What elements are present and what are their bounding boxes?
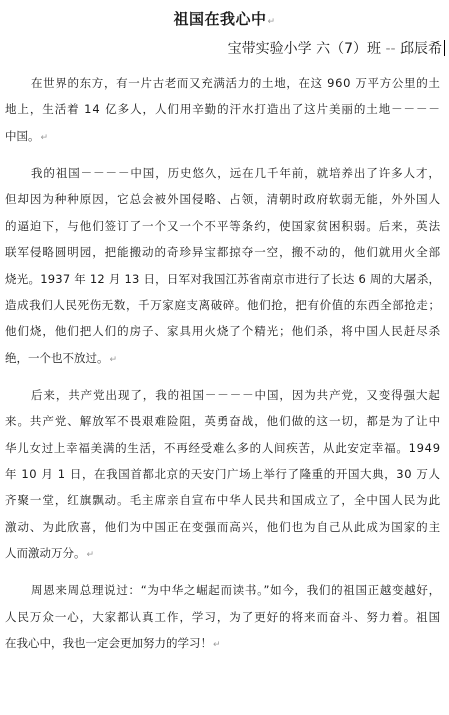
line-text: 联军侵略圆明园，把能搬动的奇珍异宝都掠夺一空，搬不动的，他们就用火全部 (5, 245, 442, 260)
line-text: 激动、为此欣喜，他们为中国正在变强而高兴，他们也为自己从此成为国家的主 (5, 519, 442, 534)
paragraph-2-line (5, 350, 117, 366)
byline (228, 38, 445, 58)
paragraph-3-line (5, 466, 441, 482)
line-text: 我的祖国－－－－中国，历史悠久，远在几千年前，就培养出了许多人才， (31, 165, 441, 180)
line-text: 在世界的东方，有一片古老而又充满活力的土地，在这 960 万平方公里的土 (31, 76, 441, 90)
line-text: 造成我们人民死伤无数，千万家庭支离破碎。他们抢，把有价值的东西全部抢走； (5, 297, 441, 312)
paragraph-1-line (5, 101, 441, 117)
line-text: 地上，生活着 14 亿多人，人们用辛勤的汗水打造出了这片美丽的土地－－－－ (5, 102, 441, 117)
paragraph-4-line (5, 609, 441, 625)
line-text: 烧光。1937 年 12 月 13 日，日军对我国江苏省南京市进行了长达 6 周的大屠杀， (5, 271, 441, 286)
byline-author: 邱辰希 (400, 41, 442, 57)
document-title (0, 8, 449, 29)
line-text: 他们烧，他们把人们的房子、家具用火烧了个精光；他们杀，将中国人民赶尽杀 (5, 324, 442, 339)
line-text: 在我心中，我也一定会更加努力的学习！ (5, 636, 212, 651)
paragraph-mark-icon: ↵ (109, 354, 118, 365)
line-text: 绝，一个也不放过。 (5, 350, 109, 365)
paragraph-1-line (31, 75, 441, 91)
line-text: 人而激动万分。 (5, 546, 86, 561)
line-text: 年 10 月 1 日，在我国首都北京的天安门广场上举行了隆重的开国大典，30 万人 (5, 467, 441, 481)
paragraph-mark-icon: ↵ (267, 17, 276, 27)
line-text: 的逼迫下，与他们签订了一个又一个不平等条约，使国家贫困积弱。后来，英法 (5, 218, 442, 233)
line-text: 中国。 (5, 128, 40, 143)
paragraph-3-line (5, 519, 441, 535)
line-text: 周恩来周总理说过：“为中华之崛起而读书。”如今，我们的祖国正越变越好， (31, 583, 441, 598)
byline-separator: -- (385, 41, 396, 57)
paragraph-2-line (5, 271, 440, 287)
paragraph-2-line (5, 297, 441, 313)
paragraph-2-line (31, 165, 441, 181)
paragraph-mark-icon: ↵ (40, 132, 49, 143)
line-text: 人民万众一心，大家都认真工作，学习，为了更好的将来而奋斗、努力着。祖国 (5, 609, 442, 624)
paragraph-mark-icon: ↵ (213, 640, 221, 651)
paragraph-2-line (5, 244, 441, 260)
byline-school: 宝带实验小学 六（7）班 (227, 41, 381, 57)
line-text: 齐聚一堂，红旗飘动。毛主席亲自宣布中华人民共和国成立了，全中国人民为此 (5, 493, 442, 508)
paragraph-4-line (31, 582, 441, 598)
paragraph-3-line (5, 545, 94, 561)
paragraph-1-line (5, 128, 48, 144)
line-text: 华儿女过上幸福美满的生活，不再经受难么多的人间疾苦，从此安定幸福。1949 (5, 440, 441, 455)
line-text: 后来，共产党出现了，我的祖国－－－－中国，因为共产党，又变得强大起 (31, 387, 441, 402)
line-text: 但却因为种种原因，它总会被外国侵略、占领，清朝时政府软弱无能，外外国人 (5, 192, 442, 207)
paragraph-2-line (5, 191, 441, 207)
paragraph-3-line (5, 492, 441, 508)
paragraph-4-line (5, 635, 221, 651)
paragraph-3-line (5, 413, 441, 429)
text-cursor-icon (444, 40, 445, 56)
paragraph-2-line (5, 218, 441, 234)
paragraph-3-line (31, 387, 441, 403)
paragraph-3-line (5, 440, 441, 456)
paragraph-2-line (5, 323, 441, 339)
title-text: 祖国在我心中 (173, 10, 267, 28)
paragraph-mark-icon: ↵ (86, 550, 95, 561)
line-text: 来。共产党、解放军不畏艰难险阻，英勇奋战，他们做的这一切，都是为了让中 (5, 414, 442, 429)
